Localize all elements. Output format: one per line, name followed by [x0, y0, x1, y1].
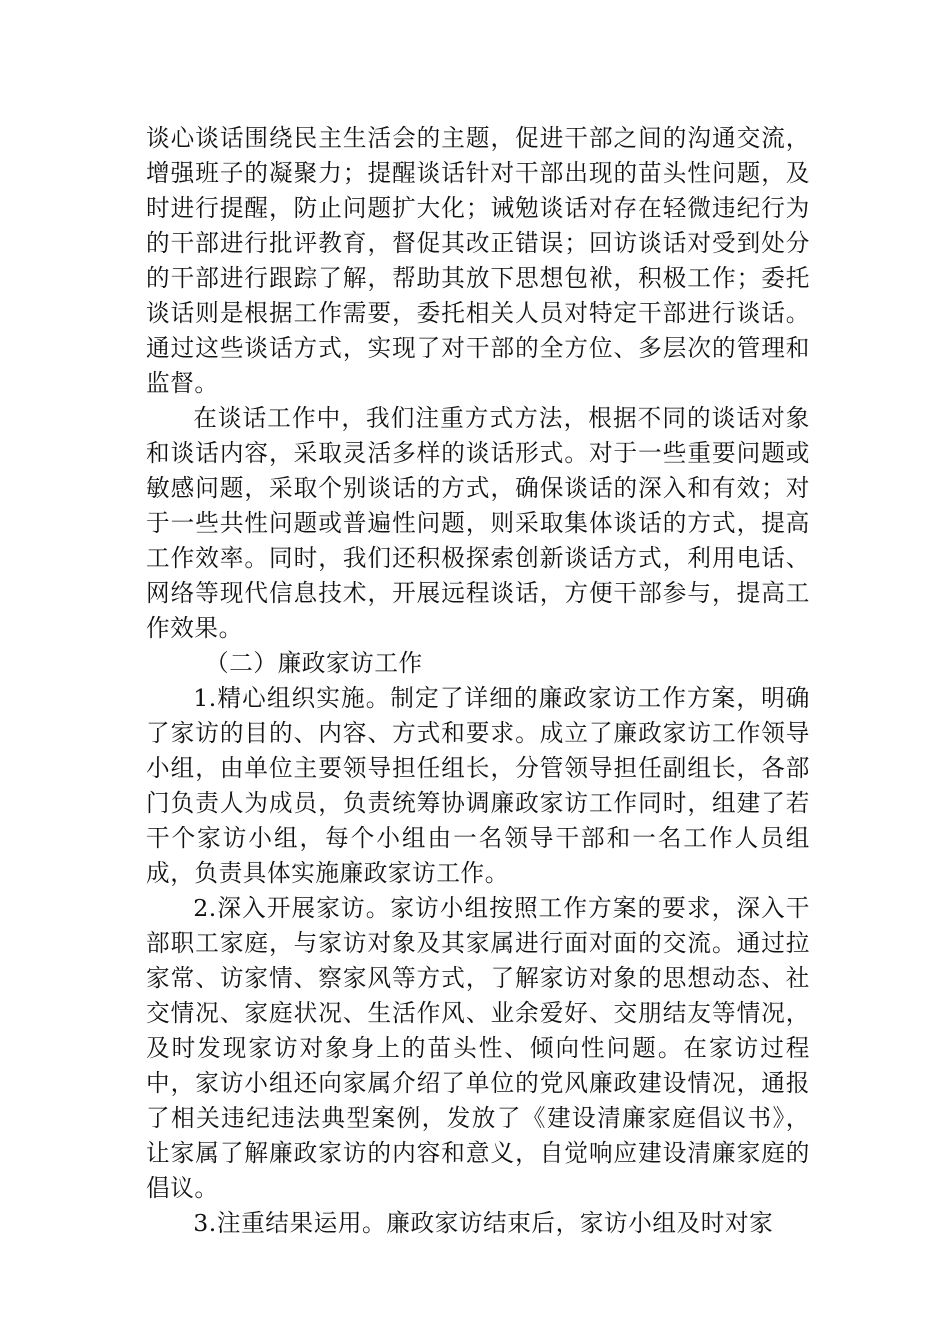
paragraph-organize: 1.精心组织实施。制定了详细的廉政家访工作方案，明确了家访的目的、内容、方式和要求。成立了廉政家访工作领导小组，由单位主要领导担任组长，分管领导担任副组长，各部门负责人为成员，负责统筹协调廉政家访工作同时，组建了若干个家访小组，每个小组由一名领导干部和一名工作人员组成，负责具体实施廉政家访工作。 — [146, 684, 810, 887]
paragraph-talk-methods: 在谈话工作中，我们注重方式方法，根据不同的谈话对象和谈话内容，采取灵活多样的谈话形式。对于一些重要问题或敏感问题，采取个别谈话的方式，确保谈话的深入和有效；对于一些共性问题或普遍性问题，则采取集体谈话的方式，提高工作效率。同时，我们还积极探索创新谈话方式，利用电话、网络等现代信息技术，开展远程谈话，方便干部参与，提高工作效果。 — [146, 404, 810, 642]
section-heading-home-visit: （二）廉政家访工作 — [205, 649, 423, 677]
paragraph-apply-results: 3.注重结果运用。廉政家访结束后，家访小组及时对家 — [193, 1209, 774, 1237]
paragraph-talk-types: 谈心谈话围绕民主生活会的主题，促进干部之间的沟通交流，增强班子的凝聚力；提醒谈话针对干部出现的苗头性问题，及时进行提醒，防止问题扩大化；诫勉谈话对存在轻微违纪行为的干部进行批评教育，督促其改正错误；回访谈话对受到处分的干部进行跟踪了解，帮助其放下思想包袱，积极工作；委托谈话则是根据工作需要，委托相关人员对特定干部进行谈话。通过这些谈话方式，实现了对干部的全方位、多层次的管理和监督。 — [146, 124, 810, 397]
paragraph-conduct-visits: 2.深入开展家访。家访小组按照工作方案的要求，深入干部职工家庭，与家访对象及其家属进行面对面的交流。通过拉家常、访家情、察家风等方式，了解家访对象的思想动态、社交情况、家庭状况、生活作风、业余爱好、交朋结友等情况，及时发现家访对象身上的苗头性、倾向性问题。在家访过程中，家访小组还向家属介绍了单位的党风廉政建设情况，通报了相关违纪违法典型案例，发放了《建设清廉家庭倡议书》，让家属了解廉政家访的内容和意义，自觉响应建设清廉家庭的倡议。 — [146, 894, 810, 1202]
document-body — [146, 121, 810, 1241]
